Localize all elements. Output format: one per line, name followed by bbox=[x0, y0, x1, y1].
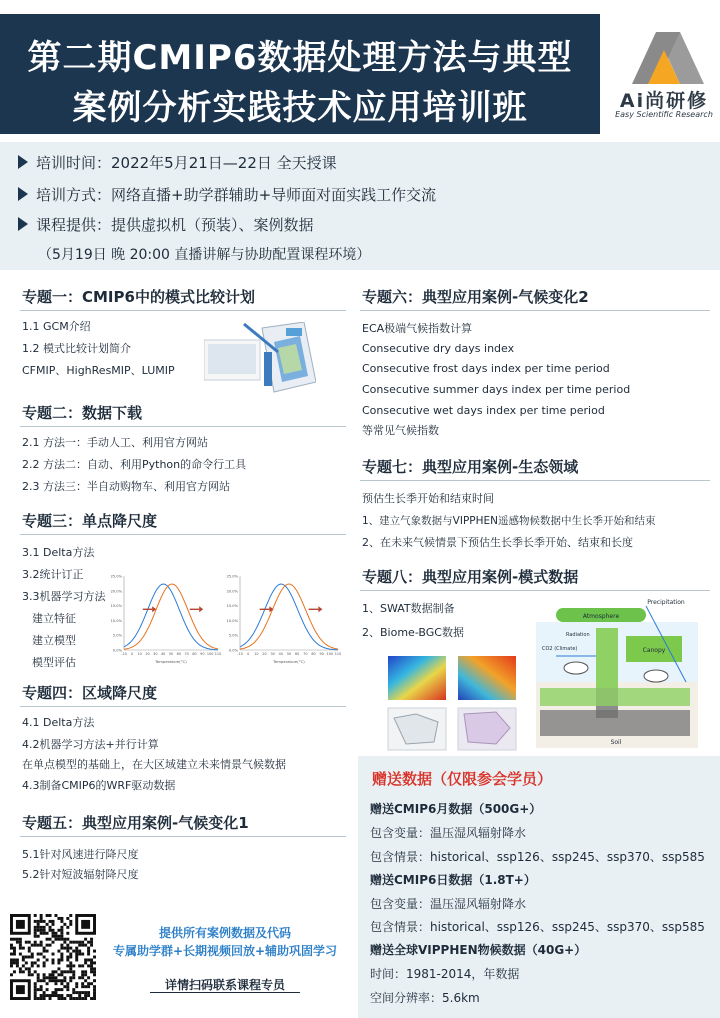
section-6-title: 专题六：典型应用案例-气候变化2 bbox=[362, 288, 589, 306]
x-tick-label: 60 bbox=[295, 652, 300, 656]
section-2-title: 专题二：数据下载 bbox=[22, 404, 143, 422]
info-row-time: 培训时间：2022年5月21日—22日 全天授课 bbox=[18, 152, 337, 174]
shift-arrow-head-icon bbox=[318, 606, 322, 612]
diagram-label: Soil bbox=[610, 739, 622, 746]
y-tick-label: 20.0% bbox=[226, 589, 238, 594]
divider bbox=[150, 992, 300, 993]
list-item: 3.1 Delta方法 bbox=[22, 546, 95, 559]
diagram-label: CO2 (Climate) bbox=[542, 646, 578, 652]
list-item: 4.2机器学习方法+并行计算 bbox=[22, 738, 159, 751]
x-tick-label: 10 bbox=[137, 652, 142, 656]
gift-line: 包含情景：historical、ssp126、ssp245、ssp370、ssp585 bbox=[370, 850, 705, 864]
diagram-label: Radiation bbox=[566, 632, 590, 638]
divider bbox=[20, 706, 346, 707]
list-item: 2.1 方法一：手动人工、利用官方网站 bbox=[22, 436, 208, 449]
gift-block-head: 赠送全球VIPPHEN物候数据（40G+） bbox=[370, 943, 587, 957]
y-tick-label: 25.0% bbox=[110, 574, 122, 579]
footer bbox=[0, 896, 358, 1018]
distribution-curve-blue bbox=[124, 584, 218, 650]
triangle-bullet-icon bbox=[18, 217, 28, 231]
divider bbox=[20, 310, 346, 311]
list-item: 1、SWAT数据制备 bbox=[362, 602, 455, 615]
distribution-curve-orange bbox=[240, 584, 338, 649]
y-tick-label: 10.0% bbox=[226, 618, 238, 623]
distribution-curve-blue bbox=[240, 584, 338, 650]
x-axis-label: Temperature(°C) bbox=[155, 659, 187, 664]
x-tick-label: 20 bbox=[145, 652, 150, 656]
list-item: 在单点模型的基础上，在大区域建立未来情景气候数据 bbox=[22, 758, 286, 771]
triangle-bullet-icon bbox=[18, 187, 28, 201]
x-tick-label: 50 bbox=[168, 652, 174, 656]
x-tick-label: 40 bbox=[161, 652, 166, 656]
distribution-curve-orange bbox=[124, 584, 218, 649]
diagram-label: Atmosphere bbox=[582, 613, 620, 620]
x-tick-label: 20 bbox=[262, 652, 267, 656]
x-tick-label: 90 bbox=[319, 652, 324, 656]
divider bbox=[20, 534, 346, 535]
list-item: 1.1 GCM介绍 bbox=[22, 320, 91, 333]
divider bbox=[360, 310, 710, 311]
y-tick-label: 5.0% bbox=[228, 633, 238, 638]
diagram-label: Precipitation bbox=[647, 599, 685, 606]
y-tick-label: 20.0% bbox=[110, 589, 122, 594]
list-item: 5.1针对风速进行降尺度 bbox=[22, 848, 139, 861]
x-tick-label: 60 bbox=[176, 652, 181, 656]
x-tick-label: 70 bbox=[303, 652, 308, 656]
list-item: Consecutive dry days index bbox=[362, 342, 515, 355]
list-item: 2、Biome-BGC数据 bbox=[362, 626, 464, 639]
divider bbox=[20, 836, 346, 837]
gift-line: 包含变量：温压湿风辐射降水 bbox=[370, 826, 527, 840]
section-3-title: 专题三：单点降尺度 bbox=[22, 512, 158, 530]
logo-name: Ai尚研修 bbox=[619, 90, 709, 112]
x-axis-label: Temperature(°C) bbox=[273, 659, 305, 664]
diagram-label: Canopy bbox=[642, 647, 666, 654]
y-tick-label: 15.0% bbox=[226, 604, 238, 609]
title-banner bbox=[0, 14, 600, 134]
promo-line-1: 提供所有案例数据及代码 bbox=[158, 926, 291, 940]
promo-line-2: 专属助学群+长期视频回放+辅助巩固学习 bbox=[112, 944, 338, 958]
x-tick-label: 100 bbox=[206, 652, 214, 656]
distribution-curve-chart-1 bbox=[108, 570, 222, 666]
left-column bbox=[0, 272, 356, 896]
list-item: 2.3 方法三：半自动购物车、利用官方网站 bbox=[22, 480, 230, 493]
y-tick-label: 25.0% bbox=[226, 574, 238, 579]
gift-data-panel bbox=[358, 756, 720, 1018]
divider bbox=[20, 426, 346, 427]
page-title-line-1: 第二期CMIP6数据处理方法与典型 bbox=[27, 38, 573, 78]
section-1-title: 专题一：CMIP6中的模式比较计划 bbox=[22, 288, 255, 306]
x-tick-label: 100 bbox=[326, 652, 334, 656]
list-item: 5.2针对短波辐射降尺度 bbox=[22, 868, 139, 881]
x-tick-label: 50 bbox=[286, 652, 292, 656]
shift-arrow-head-icon bbox=[199, 606, 203, 612]
x-tick-label: 10 bbox=[254, 652, 259, 656]
biome-bgc-diagram bbox=[536, 592, 698, 748]
y-tick-label: 0.0% bbox=[228, 648, 238, 653]
info-note: （5月19日 晚 20:00 直播讲解与协助配置课程环境） bbox=[38, 247, 371, 263]
x-tick-label: 30 bbox=[270, 652, 275, 656]
list-item: CFMIP、HighResMIP、LUMIP bbox=[22, 364, 175, 377]
x-tick-label: 30 bbox=[153, 652, 158, 656]
gift-line: 空间分辨率：5.6km bbox=[370, 991, 480, 1005]
x-tick-label: 0 bbox=[130, 652, 133, 656]
section-8-title: 专题八：典型应用案例-模式数据 bbox=[362, 568, 579, 586]
list-item: 等常见气候指数 bbox=[362, 424, 439, 437]
list-item: 模型评估 bbox=[32, 656, 76, 669]
list-item: 2、在未来气候情景下预估生长季长季开始、结束和长度 bbox=[362, 536, 633, 549]
x-tick-label: 110 bbox=[214, 652, 222, 656]
x-tick-label: -10 bbox=[237, 652, 243, 656]
gift-line: 包含变量：温压湿风辐射降水 bbox=[370, 897, 527, 911]
gift-line: 时间：1981-2014，年数据 bbox=[370, 967, 520, 981]
list-item: 4.3制备CMIP6的WRF驱动数据 bbox=[22, 779, 176, 792]
gift-block-head: 赠送CMIP6日数据（1.8T+） bbox=[370, 873, 536, 887]
list-item: 建立模型 bbox=[32, 634, 76, 647]
x-tick-label: 80 bbox=[192, 652, 197, 656]
info-row-provided: 课程提供：提供虚拟机（预装）、案例数据 bbox=[18, 214, 314, 236]
info-band bbox=[0, 142, 720, 270]
list-item: ECA极端气候指数计算 bbox=[362, 322, 473, 335]
list-item: Consecutive wet days index per time period bbox=[362, 404, 605, 417]
divider bbox=[360, 590, 710, 591]
list-item: 4.1 Delta方法 bbox=[22, 716, 95, 729]
x-tick-label: 0 bbox=[247, 652, 250, 656]
climate-map-thumbnails bbox=[386, 652, 526, 754]
triangle-bullet-icon bbox=[18, 155, 28, 169]
distribution-curve-chart-2 bbox=[224, 570, 342, 666]
list-item: 1、建立气象数据与VIPPHEN遥感物候数据中生长季开始和结束 bbox=[362, 515, 656, 527]
y-tick-label: 15.0% bbox=[110, 604, 122, 609]
qr-code-icon[interactable] bbox=[10, 914, 96, 1000]
x-tick-label: 90 bbox=[200, 652, 205, 656]
gift-block-head: 赠送CMIP6月数据（500G+） bbox=[370, 802, 542, 816]
section-7-title: 专题七：典型应用案例-生态领域 bbox=[362, 458, 579, 476]
list-item: 预估生长季开始和结束时间 bbox=[362, 492, 494, 505]
logo-mark-icon bbox=[626, 26, 706, 86]
gift-line: 包含情景：historical、ssp126、ssp245、ssp370、ssp585 bbox=[370, 920, 705, 934]
x-tick-label: 40 bbox=[278, 652, 283, 656]
x-tick-label: 80 bbox=[311, 652, 316, 656]
x-tick-label: -10 bbox=[121, 652, 127, 656]
right-column bbox=[356, 272, 720, 756]
list-item: 3.3机器学习方法 bbox=[22, 590, 106, 603]
header bbox=[0, 0, 720, 140]
section-5-title: 专题五：典型应用案例-气候变化1 bbox=[22, 814, 249, 832]
list-item: Consecutive summer days index per time period bbox=[362, 383, 631, 396]
x-tick-label: 110 bbox=[334, 652, 342, 656]
x-tick-label: 70 bbox=[184, 652, 189, 656]
contact-text: 详情扫码联系课程专员 bbox=[164, 978, 285, 992]
gift-title: 赠送数据（仅限参会学员） bbox=[372, 770, 553, 788]
logo-subtitle: Easy Scientific Research bbox=[615, 110, 713, 119]
model-intercomparison-figure bbox=[204, 322, 316, 400]
y-tick-label: 10.0% bbox=[110, 618, 122, 623]
logo bbox=[612, 26, 716, 126]
section-4-title: 专题四：区域降尺度 bbox=[22, 684, 158, 702]
y-tick-label: 5.0% bbox=[112, 633, 122, 638]
list-item: 3.2统计订正 bbox=[22, 568, 84, 581]
list-item: 建立特征 bbox=[32, 612, 76, 625]
y-tick-label: 0.0% bbox=[112, 648, 122, 653]
divider bbox=[360, 480, 710, 481]
page-title-line-2: 案例分析实践技术应用培训班 bbox=[72, 88, 528, 128]
list-item: 1.2 模式比较计划简介 bbox=[22, 342, 131, 355]
list-item: Consecutive frost days index per time period bbox=[362, 362, 610, 375]
list-item: 2.2 方法二：自动、利用Python的命令行工具 bbox=[22, 458, 247, 471]
info-row-method: 培训方式：网络直播+助学群辅助+导师面对面实践工作交流 bbox=[18, 184, 436, 206]
